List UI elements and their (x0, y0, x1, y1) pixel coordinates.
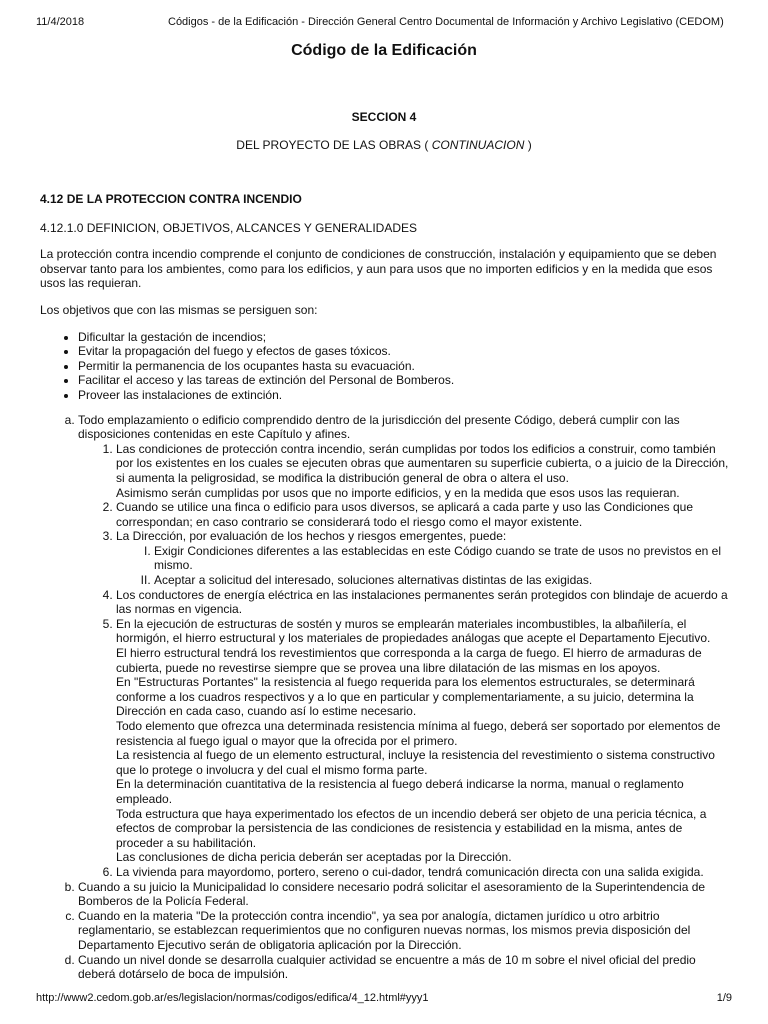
condition-3-options (116, 544, 730, 588)
print-header (0, 16, 768, 30)
print-page-title: Códigos - de la Edificación - Dirección General Centro Documental de Información y Archivo Legislativo (CEDOM) (168, 16, 724, 28)
condition-5-para: Las conclusiones de dicha pericia deberán ser aceptadas por la Dirección. (116, 850, 512, 865)
print-footer (0, 992, 768, 1006)
provision-d: d. Cuando un nivel donde se desarrolla cualquier actividad se encuentre a más de 10 m sobre el nivel oficial del predio deberá dotárselo de boca de impulsión. (78, 953, 730, 982)
condition-2: 2. Cuando se utilice una finca o edificio para usos diversos, se aplicará a cada parte y uso las Condiciones que correspondan; en caso contrario se considerará todo el riesgo como el mayor existente. (116, 500, 730, 529)
condition-1-extra: Asimismo serán cumplidas por usos que no importe edificios, y en la medida que esos usos las requieran. (116, 485, 680, 500)
objective-item: • Facilitar el acceso y las tareas de extinción del Personal de Bomberos. (78, 373, 730, 388)
provision-a-text: Todo emplazamiento o edificio comprendido dentro de la jurisdicción del presente Código, deberá cumplir con las disposiciones contenidas en este Capítulo y afines. (78, 412, 680, 442)
provision-a (78, 413, 730, 880)
condition-6: 6. La vivienda para mayordomo, portero, sereno o cui-dador, tendrá comunicación directa con una salida exigida. (116, 865, 730, 880)
condition-4: 4. Los conductores de energía eléctrica en las instalaciones permanentes serán protegidos con blindaje de acuerdo a las normas en vigencia. (116, 588, 730, 617)
section-subtitle (0, 138, 768, 152)
condition-1-text: Las condiciones de protección contra incendio, serán cumplidas por todos los edificios a construir, como también por los existentes en los cuales se ejecuten obras que aumentaren su superficie cubierta, o a juicio de la Dirección, si aumenta la peligrosidad, se modifica la distribución general de obra o altera el uso. (116, 441, 729, 485)
section-subtitle-pre: DEL PROYECTO DE LAS OBRAS ( (236, 138, 432, 152)
condition-5 (116, 617, 730, 865)
objectives-list (40, 330, 730, 403)
subchapter-heading: 4.12.1.0 DEFINICION, OBJETIVOS, ALCANCES Y GENERALIDADES (40, 220, 418, 235)
condition-5-para: En la determinación cuantitativa de la resistencia al fuego deberá indicarse la norma, manual o reglamento empleado. (116, 777, 684, 806)
condition-5-para: La resistencia al fuego de un elemento estructural, incluye la resistencia del revestimiento o sistema constructivo que lo protege o involucra y del cual el mismo forma parte. (116, 748, 715, 777)
condition-5-para: En la ejecución de estructuras de sostén y muros se emplearán materiales incombustibles, la albañilería, el hormigón, el hierro estructural y los materiales de propiedades análogas que acepte el Departamento Ejecutivo. (116, 616, 711, 646)
document-body (40, 192, 730, 982)
section-subtitle-emphasis: CONTINUACION (431, 138, 525, 152)
print-date: 11/4/2018 (36, 16, 85, 28)
condition-3 (116, 529, 730, 587)
section-subtitle-post: ) (524, 138, 532, 152)
condition-3-option-i: I. Exigir Condiciones diferentes a las establecidas en este Código cuando se trate de usos no previstos en el mismo. (154, 544, 730, 573)
objective-item: • Proveer las instalaciones de extinción. (78, 388, 730, 403)
provision-b: b. Cuando a su juicio la Municipalidad lo considere necesario podrá solicitar el asesoramiento de la Superintendencia de Bomberos de la Policía Federal. (78, 880, 730, 909)
chapter-heading: 4.12 DE LA PROTECCION CONTRA INCENDIO (40, 192, 302, 206)
condition-5-para: En "Estructuras Portantes" la resistencia al fuego requerida para los elementos estructurales, se determinará conforme a los cuadros respectivos y a lo que en particular y complementariamente, a su juicio, determina la Dirección en cada caso, cuando así lo estime necesario. (116, 675, 695, 719)
document-title: Código de la Edificación (291, 42, 477, 59)
condition-3-option-ii: II. Aceptar a solicitud del interesado, soluciones alternativas distintas de las exigidas. (154, 573, 730, 588)
section-heading: SECCION 4 (351, 110, 417, 124)
numbered-conditions (78, 442, 730, 880)
objective-item: • Permitir la permanencia de los ocupantes hasta su evacuación. (78, 359, 730, 374)
source-url: http://www2.cedom.gob.ar/es/legislacion/normas/codigos/edifica/4_12.html#yyy1 (36, 992, 429, 1004)
condition-3-text: La Dirección, por evaluación de los hechos y riesgos emergentes, puede: (116, 529, 507, 544)
page-number: 1/9 (716, 992, 732, 1004)
objective-item: • Dificultar la gestación de incendios; (78, 330, 730, 345)
objectives-lead: Los objetivos que con las mismas se persiguen son: (40, 302, 318, 317)
condition-5-para: Toda estructura que haya experimentado los efectos de un incendio deberá ser objeto de una pericia técnica, a efectos de comprobar la persistencia de las condiciones de resistencia y estabilidad en la misma, antes de proceder a su habilitación. (116, 806, 707, 850)
condition-5-para: Todo elemento que ofrezca una determinada resistencia mínima al fuego, deberá ser soportado por elementos de resistencia al fuego igual o mayor que la ofrecida por el primero. (116, 719, 721, 748)
provisions-list (40, 413, 730, 982)
provision-c: c. Cuando en la materia "De la protección contra incendio", ya sea por analogía, dictamen jurídico u otro arbitrio reglamentario, se establezcan requerimientos que no configuren nuevas normas, los mismos previa disposición del Departamento Ejecutivo serán de obligatoria aplicación por la Dirección. (78, 909, 730, 953)
objective-item: • Evitar la propagación del fuego y efectos de gases tóxicos. (78, 344, 730, 359)
condition-5-para: El hierro estructural tendrá los revestimientos que corresponda a la carga de fuego. El hierro de armaduras de cubierta, puede no revestirse siempre que se provea una libre dilatación de las mismas en los apoyos. (116, 646, 702, 675)
condition-1 (116, 442, 730, 500)
intro-paragraph: La protección contra incendio comprende el conjunto de condiciones de construcción, instalación y equipamiento que se deben observar tanto para los ambientes, como para los edificios, y aun para usos que no importen edificios y en la medida que esos usos las requieran. (40, 247, 717, 291)
